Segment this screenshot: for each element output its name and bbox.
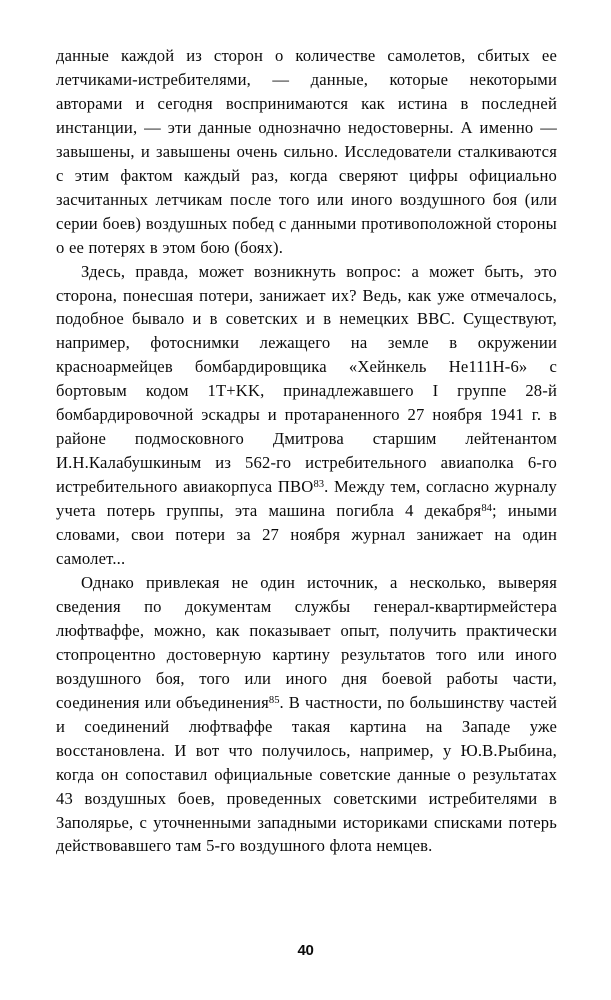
paragraph: данные каждой из сторон о количестве самолетов, сбитых ее летчиками-истребителями, — данные, которые некоторыми авторами и сегодня воспринимаются как истина в последней инстанции, — эти данные однозначно недостоверны. А именно — завышены, и завышены очень сильно. Исследователи сталкиваются с этим фактом каждый раз, когда сверяют цифры официально засчитанных летчикам после того или иного воздушного боя (или серии боев) воздушных побед с данными противоположной стороны о ее потерях в этом бою (боях). (56, 46, 557, 257)
footnote-marker: 85 (268, 694, 280, 706)
footnote-marker: 84 (481, 503, 492, 515)
paragraph: Однако привлекая не один источник, а несколько, выверяя сведения по документам службы генерал-квартирмейстера люфтваффе, можно, как показывает опыт, получить практически стопроцентно достоверную картину результатов того или иного воздушного боя, того или иного дня боевой работы части, соединения или объединения$^{85}$. В частности, по большинству частей и соединений люфтваффе такая картина на Западе уже восстановлена. И вот что получилось, например, у Ю.В.Рыбина, когда он сопоставил официальные советские данные о результатах 43 воздушных боев, проведенных советскими истребителями в Заполярье, с уточненными западными историками списками потерь действовавшего там 5-го воздушного флота немцев. (56, 572, 557, 856)
page-number: 40 (297, 942, 314, 959)
footnote-marker: 83 (313, 479, 325, 491)
text-column (56, 44, 557, 858)
paragraph: Здесь, правда, может возникнуть вопрос: а может быть, это сторона, понесшая потери, занижает их? Ведь, как уже отмечалось, подобное бывало и в советских и в немецких ВВС. Существуют, например, фотоснимки лежащего на земле в окружении красноармейцев бомбардировщика «Хейнкель He111H-6» с бортовым кодом 1T+KK, принадлежавшего I группе 28-й бомбардировочной эскадры и протараненного 27 ноября 1941 г. в районе подмосковного Дмитрова старшим лейтенантом И.Н.Калабушкиным из 562-го истребительного авиаполка 6-го истребительного авиакорпуса ПВО$^{83}$. Между тем, согласно журналу учета потерь группы, эта машина погибла 4 декабря$^{84}$; иными словами, свои потери за 27 ноября журнал занижает на один самолет... (56, 261, 557, 569)
